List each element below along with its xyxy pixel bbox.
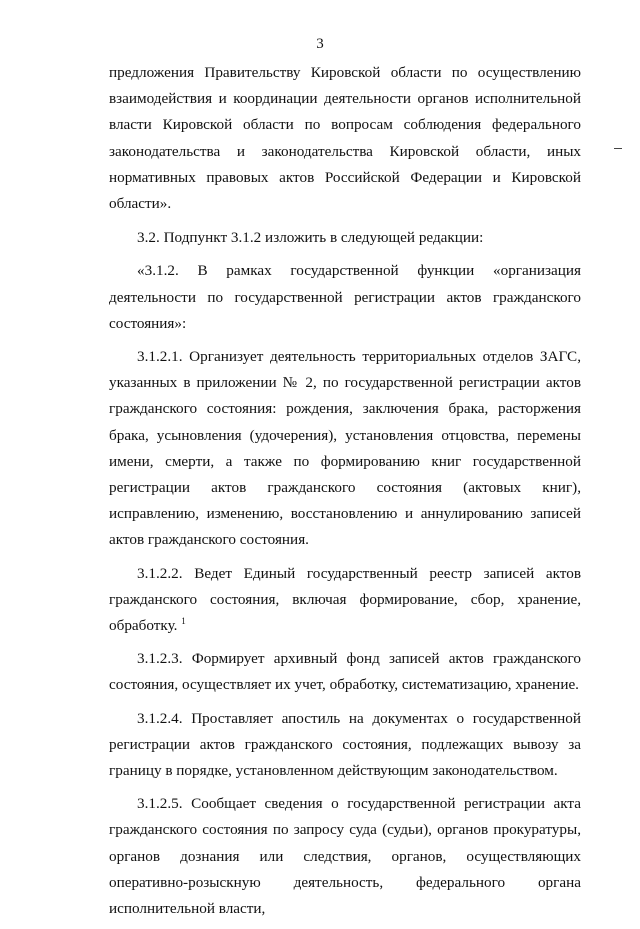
paragraph-3-1-2-2-text: 3.1.2.2. Ведет Единый государственный реестр записей актов гражданского состояния, включая формирование, сбор, хранение, обработку. <box>109 564 581 635</box>
paragraph-3-1-2: «3.1.2. В рамках государственной функции «организация деятельности по государственной регистрации актов гражданского состояния»: <box>109 262 581 332</box>
paragraph-3-1-2-1: 3.1.2.1. Организует деятельность территориальных отделов ЗАГС, указанных в приложении № 2, по государственной регистрации актов гражданского состояния: рождения, заключения брака, расторжения брака, усыновления (удочерения), установления отцовства, перемены имени, смерти, а также по формированию книг государственной регистрации актов гражданского состояния (актовых книг), исправлению, изменению, восстановлению и аннулированию записей актов гражданского состояния. <box>109 348 581 549</box>
page-number: 3 <box>316 36 324 52</box>
paragraph-3-2: 3.2. Подпункт 3.1.2 изложить в следующей редакции: <box>137 229 484 247</box>
paragraph-3-1-2-5: 3.1.2.5. Сообщает сведения о государственной регистрации акта гражданского состояния по запросу суда (судьи), органов прокуратуры, органов дознания или следствия, органов, осуществляющих оперативно-розыскную деятельность, федерального органа исполнительной власти, <box>109 795 581 918</box>
margin-tick-mark <box>614 148 622 149</box>
footnote-mark: 1 <box>181 616 186 627</box>
document-body <box>109 60 581 929</box>
paragraph-3-1-2-2 <box>109 561 581 640</box>
paragraph-3-1-2-3: 3.1.2.3. Формирует архивный фонд записей актов гражданского состояния, осуществляет их учет, обработку, систематизацию, хранение. <box>109 650 581 694</box>
paragraph-continuation: предложения Правительству Кировской области по осуществлению взаимодействия и координации деятельности органов исполнительной власти Кировской области по вопросам соблюдения федерального законодательства и законодательства Кировской области, иных нормативных правовых актов Российской Федерации и Кировской области». <box>109 64 581 213</box>
paragraph-3-1-2-4: 3.1.2.4. Проставляет апостиль на документах о государственной регистрации актов гражданского состояния, подлежащих вывозу за границу в порядке, установленном действующим законодательством. <box>109 709 581 780</box>
